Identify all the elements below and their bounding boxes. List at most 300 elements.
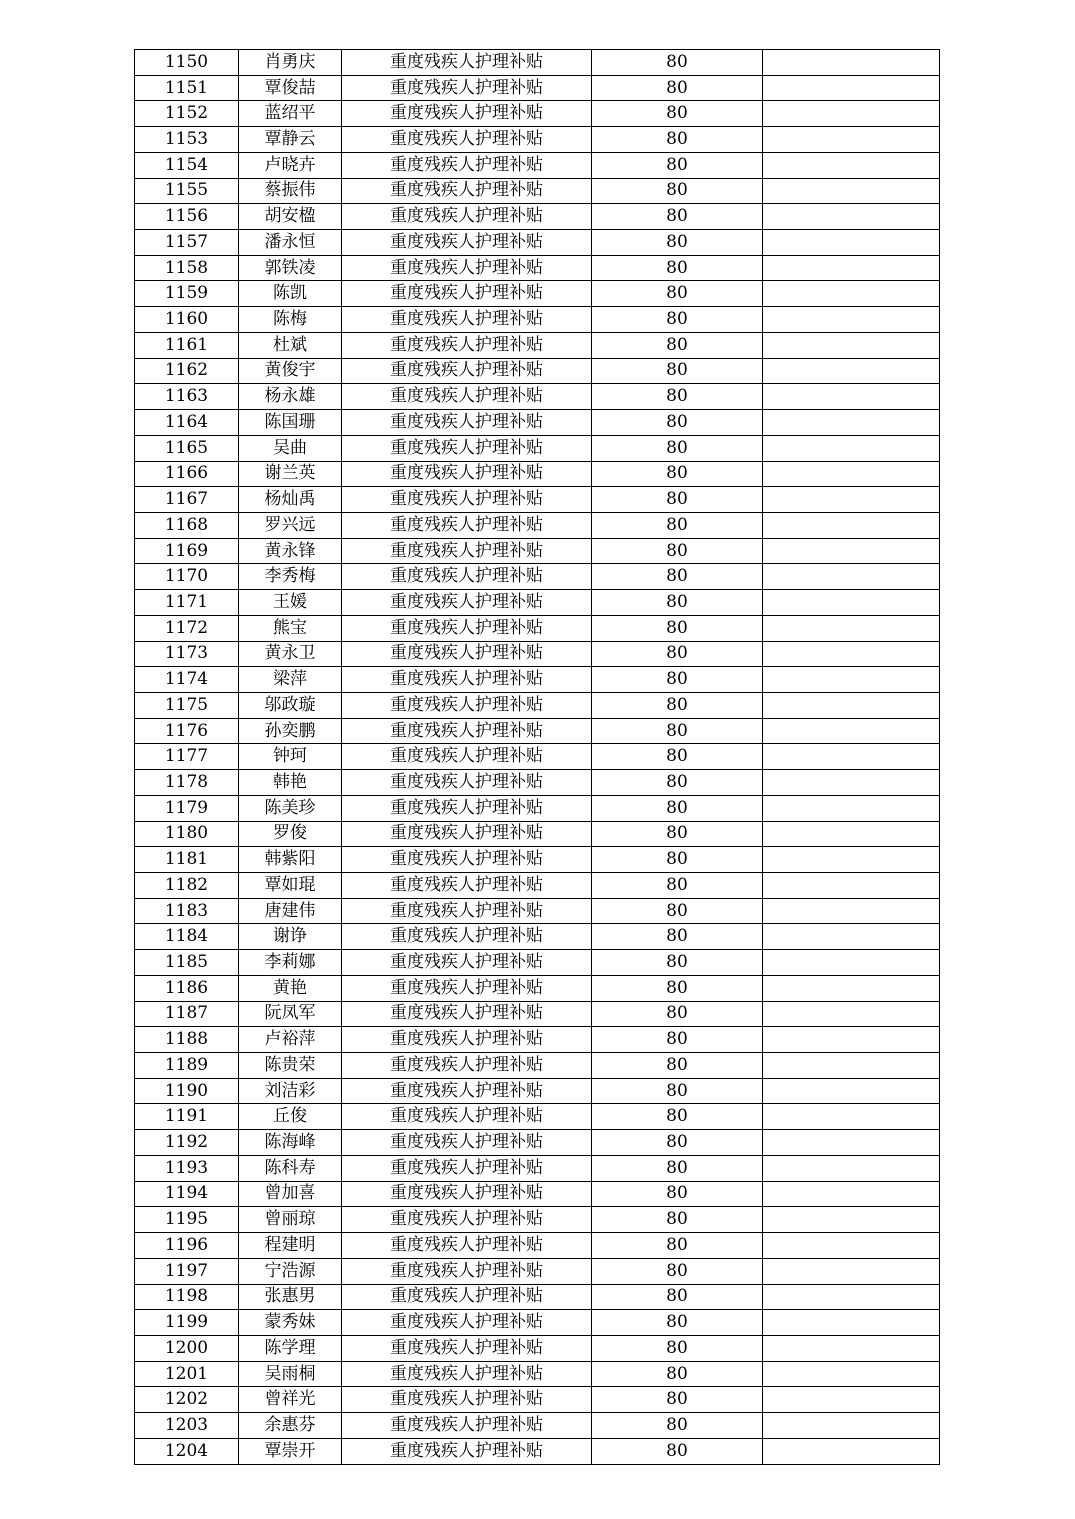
row-number-cell: 1194 xyxy=(135,1181,239,1207)
row-number-cell: 1188 xyxy=(135,1027,239,1053)
row-number-cell: 1176 xyxy=(135,718,239,744)
remark-cell xyxy=(763,898,940,924)
amount-cell: 80 xyxy=(592,795,763,821)
row-number-cell: 1159 xyxy=(135,281,239,307)
recipient-name-cell: 谢诤 xyxy=(239,924,342,950)
subsidy-type-cell: 重度残疾人护理补贴 xyxy=(342,538,592,564)
row-number-cell: 1203 xyxy=(135,1413,239,1439)
row-number-cell: 1192 xyxy=(135,1130,239,1156)
table-row xyxy=(135,667,940,693)
subsidy-type-cell: 重度残疾人护理补贴 xyxy=(342,924,592,950)
table-row xyxy=(135,615,940,641)
table-row xyxy=(135,50,940,76)
row-number-cell: 1175 xyxy=(135,692,239,718)
recipient-name-cell: 覃如琨 xyxy=(239,873,342,899)
row-number-cell: 1177 xyxy=(135,744,239,770)
table-row xyxy=(135,1361,940,1387)
row-number-cell: 1195 xyxy=(135,1207,239,1233)
subsidy-type-cell: 重度残疾人护理补贴 xyxy=(342,1130,592,1156)
amount-cell: 80 xyxy=(592,178,763,204)
recipient-name-cell: 程建明 xyxy=(239,1233,342,1259)
subsidy-type-cell: 重度残疾人护理补贴 xyxy=(342,358,592,384)
amount-cell: 80 xyxy=(592,101,763,127)
recipient-name-cell: 杜斌 xyxy=(239,332,342,358)
row-number-cell: 1201 xyxy=(135,1361,239,1387)
table-row xyxy=(135,924,940,950)
subsidy-type-cell: 重度残疾人护理补贴 xyxy=(342,1233,592,1259)
recipient-name-cell: 蓝绍平 xyxy=(239,101,342,127)
amount-cell: 80 xyxy=(592,873,763,899)
recipient-name-cell: 陈国珊 xyxy=(239,410,342,436)
remark-cell xyxy=(763,564,940,590)
recipient-name-cell: 阮凤军 xyxy=(239,1001,342,1027)
recipient-name-cell: 李秀梅 xyxy=(239,564,342,590)
amount-cell: 80 xyxy=(592,1284,763,1310)
recipient-name-cell: 钟珂 xyxy=(239,744,342,770)
row-number-cell: 1162 xyxy=(135,358,239,384)
table-row xyxy=(135,1233,940,1259)
table-row xyxy=(135,795,940,821)
amount-cell: 80 xyxy=(592,538,763,564)
amount-cell: 80 xyxy=(592,1310,763,1336)
amount-cell: 80 xyxy=(592,307,763,333)
amount-cell: 80 xyxy=(592,847,763,873)
amount-cell: 80 xyxy=(592,1181,763,1207)
amount-cell: 80 xyxy=(592,1130,763,1156)
table-row xyxy=(135,204,940,230)
row-number-cell: 1169 xyxy=(135,538,239,564)
recipient-name-cell: 孙奕鹏 xyxy=(239,718,342,744)
row-number-cell: 1163 xyxy=(135,384,239,410)
subsidy-type-cell: 重度残疾人护理补贴 xyxy=(342,1078,592,1104)
remark-cell xyxy=(763,924,940,950)
amount-cell: 80 xyxy=(592,255,763,281)
row-number-cell: 1189 xyxy=(135,1053,239,1079)
subsidy-type-cell: 重度残疾人护理补贴 xyxy=(342,435,592,461)
recipient-name-cell: 谢兰英 xyxy=(239,461,342,487)
recipient-name-cell: 罗俊 xyxy=(239,821,342,847)
amount-cell: 80 xyxy=(592,821,763,847)
row-number-cell: 1160 xyxy=(135,307,239,333)
amount-cell: 80 xyxy=(592,924,763,950)
remark-cell xyxy=(763,1310,940,1336)
table-row xyxy=(135,1258,940,1284)
table-row xyxy=(135,1207,940,1233)
remark-cell xyxy=(763,1361,940,1387)
amount-cell: 80 xyxy=(592,975,763,1001)
table-row xyxy=(135,718,940,744)
amount-cell: 80 xyxy=(592,615,763,641)
recipient-name-cell: 梁萍 xyxy=(239,667,342,693)
amount-cell: 80 xyxy=(592,950,763,976)
subsidy-type-cell: 重度残疾人护理补贴 xyxy=(342,1361,592,1387)
remark-cell xyxy=(763,384,940,410)
amount-cell: 80 xyxy=(592,1233,763,1259)
recipient-name-cell: 陈凯 xyxy=(239,281,342,307)
amount-cell: 80 xyxy=(592,204,763,230)
remark-cell xyxy=(763,75,940,101)
amount-cell: 80 xyxy=(592,1438,763,1464)
table-row xyxy=(135,1335,940,1361)
remark-cell xyxy=(763,873,940,899)
remark-cell xyxy=(763,615,940,641)
remark-cell xyxy=(763,1027,940,1053)
remark-cell xyxy=(763,178,940,204)
recipient-name-cell: 胡安楹 xyxy=(239,204,342,230)
row-number-cell: 1187 xyxy=(135,1001,239,1027)
amount-cell: 80 xyxy=(592,641,763,667)
remark-cell xyxy=(763,692,940,718)
amount-cell: 80 xyxy=(592,898,763,924)
row-number-cell: 1190 xyxy=(135,1078,239,1104)
row-number-cell: 1186 xyxy=(135,975,239,1001)
row-number-cell: 1156 xyxy=(135,204,239,230)
table-row xyxy=(135,1310,940,1336)
remark-cell xyxy=(763,975,940,1001)
row-number-cell: 1191 xyxy=(135,1104,239,1130)
subsidy-type-cell: 重度残疾人护理补贴 xyxy=(342,410,592,436)
row-number-cell: 1161 xyxy=(135,332,239,358)
recipient-name-cell: 宁浩源 xyxy=(239,1258,342,1284)
table-row xyxy=(135,1438,940,1464)
recipient-name-cell: 李莉娜 xyxy=(239,950,342,976)
row-number-cell: 1204 xyxy=(135,1438,239,1464)
subsidy-type-cell: 重度残疾人护理补贴 xyxy=(342,255,592,281)
table-row xyxy=(135,152,940,178)
recipient-name-cell: 陈美珍 xyxy=(239,795,342,821)
table-row xyxy=(135,101,940,127)
subsidy-type-cell: 重度残疾人护理补贴 xyxy=(342,1155,592,1181)
recipient-name-cell: 覃崇开 xyxy=(239,1438,342,1464)
remark-cell xyxy=(763,770,940,796)
remark-cell xyxy=(763,821,940,847)
recipient-name-cell: 黄俊宇 xyxy=(239,358,342,384)
row-number-cell: 1151 xyxy=(135,75,239,101)
subsidy-type-cell: 重度残疾人护理补贴 xyxy=(342,898,592,924)
row-number-cell: 1183 xyxy=(135,898,239,924)
remark-cell xyxy=(763,950,940,976)
remark-cell xyxy=(763,487,940,513)
subsidy-type-cell: 重度残疾人护理补贴 xyxy=(342,847,592,873)
subsidy-type-cell: 重度残疾人护理补贴 xyxy=(342,152,592,178)
amount-cell: 80 xyxy=(592,1027,763,1053)
table-row xyxy=(135,821,940,847)
row-number-cell: 1184 xyxy=(135,924,239,950)
recipient-name-cell: 曾加喜 xyxy=(239,1181,342,1207)
table-row xyxy=(135,1413,940,1439)
subsidy-type-cell: 重度残疾人护理补贴 xyxy=(342,615,592,641)
table-row xyxy=(135,873,940,899)
row-number-cell: 1170 xyxy=(135,564,239,590)
recipient-name-cell: 王媛 xyxy=(239,590,342,616)
table-row xyxy=(135,75,940,101)
subsidy-type-cell: 重度残疾人护理补贴 xyxy=(342,1387,592,1413)
recipient-name-cell: 肖勇庆 xyxy=(239,50,342,76)
table-row xyxy=(135,538,940,564)
remark-cell xyxy=(763,1001,940,1027)
amount-cell: 80 xyxy=(592,1155,763,1181)
remark-cell xyxy=(763,1258,940,1284)
subsidy-type-cell: 重度残疾人护理补贴 xyxy=(342,718,592,744)
subsidy-type-cell: 重度残疾人护理补贴 xyxy=(342,667,592,693)
subsidy-type-cell: 重度残疾人护理补贴 xyxy=(342,307,592,333)
amount-cell: 80 xyxy=(592,564,763,590)
recipient-name-cell: 韩紫阳 xyxy=(239,847,342,873)
recipient-name-cell: 覃静云 xyxy=(239,127,342,153)
amount-cell: 80 xyxy=(592,1413,763,1439)
subsidy-type-cell: 重度残疾人护理补贴 xyxy=(342,461,592,487)
table-row xyxy=(135,744,940,770)
amount-cell: 80 xyxy=(592,461,763,487)
recipient-name-cell: 罗兴远 xyxy=(239,512,342,538)
remark-cell xyxy=(763,590,940,616)
remark-cell xyxy=(763,795,940,821)
recipient-name-cell: 黄永卫 xyxy=(239,641,342,667)
remark-cell xyxy=(763,744,940,770)
subsidy-type-cell: 重度残疾人护理补贴 xyxy=(342,332,592,358)
row-number-cell: 1196 xyxy=(135,1233,239,1259)
amount-cell: 80 xyxy=(592,127,763,153)
recipient-name-cell: 吴曲 xyxy=(239,435,342,461)
table-row xyxy=(135,1155,940,1181)
recipient-name-cell: 曾丽琼 xyxy=(239,1207,342,1233)
row-number-cell: 1165 xyxy=(135,435,239,461)
remark-cell xyxy=(763,281,940,307)
row-number-cell: 1178 xyxy=(135,770,239,796)
subsidy-type-cell: 重度残疾人护理补贴 xyxy=(342,127,592,153)
row-number-cell: 1153 xyxy=(135,127,239,153)
remark-cell xyxy=(763,204,940,230)
row-number-cell: 1168 xyxy=(135,512,239,538)
remark-cell xyxy=(763,512,940,538)
remark-cell xyxy=(763,718,940,744)
remark-cell xyxy=(763,1207,940,1233)
remark-cell xyxy=(763,1233,940,1259)
table-row xyxy=(135,770,940,796)
remark-cell xyxy=(763,1104,940,1130)
row-number-cell: 1198 xyxy=(135,1284,239,1310)
recipient-name-cell: 陈科寿 xyxy=(239,1155,342,1181)
subsidy-type-cell: 重度残疾人护理补贴 xyxy=(342,384,592,410)
remark-cell xyxy=(763,152,940,178)
subsidy-type-cell: 重度残疾人护理补贴 xyxy=(342,1438,592,1464)
amount-cell: 80 xyxy=(592,1361,763,1387)
amount-cell: 80 xyxy=(592,512,763,538)
recipient-name-cell: 邬政璇 xyxy=(239,692,342,718)
remark-cell xyxy=(763,1284,940,1310)
recipient-name-cell: 覃俊喆 xyxy=(239,75,342,101)
table-row xyxy=(135,410,940,436)
row-number-cell: 1167 xyxy=(135,487,239,513)
amount-cell: 80 xyxy=(592,487,763,513)
table-row xyxy=(135,358,940,384)
row-number-cell: 1154 xyxy=(135,152,239,178)
remark-cell xyxy=(763,1130,940,1156)
table-row xyxy=(135,230,940,256)
subsidy-type-cell: 重度残疾人护理补贴 xyxy=(342,564,592,590)
remark-cell xyxy=(763,1438,940,1464)
subsidy-type-cell: 重度残疾人护理补贴 xyxy=(342,1053,592,1079)
remark-cell xyxy=(763,358,940,384)
row-number-cell: 1172 xyxy=(135,615,239,641)
remark-cell xyxy=(763,1078,940,1104)
recipient-name-cell: 杨灿禹 xyxy=(239,487,342,513)
amount-cell: 80 xyxy=(592,770,763,796)
subsidy-type-cell: 重度残疾人护理补贴 xyxy=(342,744,592,770)
recipient-name-cell: 丘俊 xyxy=(239,1104,342,1130)
subsidy-type-cell: 重度残疾人护理补贴 xyxy=(342,101,592,127)
remark-cell xyxy=(763,307,940,333)
subsidy-type-cell: 重度残疾人护理补贴 xyxy=(342,770,592,796)
subsidy-type-cell: 重度残疾人护理补贴 xyxy=(342,590,592,616)
remark-cell xyxy=(763,255,940,281)
recipient-name-cell: 唐建伟 xyxy=(239,898,342,924)
subsidy-table-body xyxy=(135,50,940,1465)
table-row xyxy=(135,692,940,718)
row-number-cell: 1202 xyxy=(135,1387,239,1413)
amount-cell: 80 xyxy=(592,332,763,358)
subsidy-type-cell: 重度残疾人护理补贴 xyxy=(342,692,592,718)
recipient-name-cell: 陈贵荣 xyxy=(239,1053,342,1079)
row-number-cell: 1171 xyxy=(135,590,239,616)
table-row xyxy=(135,898,940,924)
recipient-name-cell: 卢裕萍 xyxy=(239,1027,342,1053)
recipient-name-cell: 余惠芬 xyxy=(239,1413,342,1439)
table-row xyxy=(135,1078,940,1104)
recipient-name-cell: 曾祥光 xyxy=(239,1387,342,1413)
recipient-name-cell: 韩艳 xyxy=(239,770,342,796)
table-row xyxy=(135,1104,940,1130)
subsidy-type-cell: 重度残疾人护理补贴 xyxy=(342,821,592,847)
subsidy-type-cell: 重度残疾人护理补贴 xyxy=(342,1001,592,1027)
recipient-name-cell: 卢晓卉 xyxy=(239,152,342,178)
table-row xyxy=(135,641,940,667)
recipient-name-cell: 陈梅 xyxy=(239,307,342,333)
subsidy-type-cell: 重度残疾人护理补贴 xyxy=(342,1258,592,1284)
table-row xyxy=(135,512,940,538)
amount-cell: 80 xyxy=(592,1335,763,1361)
remark-cell xyxy=(763,667,940,693)
amount-cell: 80 xyxy=(592,1053,763,1079)
amount-cell: 80 xyxy=(592,358,763,384)
recipient-name-cell: 潘永恒 xyxy=(239,230,342,256)
remark-cell xyxy=(763,127,940,153)
table-row xyxy=(135,975,940,1001)
table-row xyxy=(135,1053,940,1079)
subsidy-type-cell: 重度残疾人护理补贴 xyxy=(342,950,592,976)
remark-cell xyxy=(763,1387,940,1413)
row-number-cell: 1180 xyxy=(135,821,239,847)
remark-cell xyxy=(763,1335,940,1361)
recipient-name-cell: 刘洁彩 xyxy=(239,1078,342,1104)
table-row xyxy=(135,127,940,153)
table-row xyxy=(135,435,940,461)
amount-cell: 80 xyxy=(592,590,763,616)
row-number-cell: 1157 xyxy=(135,230,239,256)
table-row xyxy=(135,1130,940,1156)
subsidy-type-cell: 重度残疾人护理补贴 xyxy=(342,795,592,821)
table-row xyxy=(135,950,940,976)
subsidy-type-cell: 重度残疾人护理补贴 xyxy=(342,178,592,204)
recipient-name-cell: 杨永雄 xyxy=(239,384,342,410)
subsidy-type-cell: 重度残疾人护理补贴 xyxy=(342,1284,592,1310)
subsidy-type-cell: 重度残疾人护理补贴 xyxy=(342,1413,592,1439)
amount-cell: 80 xyxy=(592,692,763,718)
recipient-name-cell: 陈海峰 xyxy=(239,1130,342,1156)
subsidy-type-cell: 重度残疾人护理补贴 xyxy=(342,75,592,101)
amount-cell: 80 xyxy=(592,1207,763,1233)
subsidy-type-cell: 重度残疾人护理补贴 xyxy=(342,230,592,256)
row-number-cell: 1197 xyxy=(135,1258,239,1284)
row-number-cell: 1199 xyxy=(135,1310,239,1336)
subsidy-type-cell: 重度残疾人护理补贴 xyxy=(342,641,592,667)
row-number-cell: 1182 xyxy=(135,873,239,899)
amount-cell: 80 xyxy=(592,75,763,101)
table-row xyxy=(135,281,940,307)
table-row xyxy=(135,1001,940,1027)
table-row xyxy=(135,255,940,281)
row-number-cell: 1174 xyxy=(135,667,239,693)
row-number-cell: 1152 xyxy=(135,101,239,127)
subsidy-type-cell: 重度残疾人护理补贴 xyxy=(342,512,592,538)
remark-cell xyxy=(763,50,940,76)
subsidy-table xyxy=(134,49,940,1465)
remark-cell xyxy=(763,230,940,256)
remark-cell xyxy=(763,1053,940,1079)
table-row xyxy=(135,1027,940,1053)
amount-cell: 80 xyxy=(592,1258,763,1284)
recipient-name-cell: 蔡振伟 xyxy=(239,178,342,204)
remark-cell xyxy=(763,461,940,487)
amount-cell: 80 xyxy=(592,1104,763,1130)
recipient-name-cell: 黄永锋 xyxy=(239,538,342,564)
subsidy-type-cell: 重度残疾人护理补贴 xyxy=(342,1104,592,1130)
amount-cell: 80 xyxy=(592,281,763,307)
amount-cell: 80 xyxy=(592,1387,763,1413)
remark-cell xyxy=(763,435,940,461)
table-row xyxy=(135,384,940,410)
table-row xyxy=(135,1181,940,1207)
subsidy-type-cell: 重度残疾人护理补贴 xyxy=(342,1335,592,1361)
amount-cell: 80 xyxy=(592,744,763,770)
row-number-cell: 1193 xyxy=(135,1155,239,1181)
recipient-name-cell: 熊宝 xyxy=(239,615,342,641)
amount-cell: 80 xyxy=(592,50,763,76)
subsidy-type-cell: 重度残疾人护理补贴 xyxy=(342,1207,592,1233)
table-row xyxy=(135,178,940,204)
subsidy-type-cell: 重度残疾人护理补贴 xyxy=(342,1310,592,1336)
amount-cell: 80 xyxy=(592,152,763,178)
row-number-cell: 1173 xyxy=(135,641,239,667)
remark-cell xyxy=(763,847,940,873)
remark-cell xyxy=(763,101,940,127)
table-row xyxy=(135,461,940,487)
remark-cell xyxy=(763,641,940,667)
subsidy-type-cell: 重度残疾人护理补贴 xyxy=(342,1027,592,1053)
subsidy-type-cell: 重度残疾人护理补贴 xyxy=(342,873,592,899)
row-number-cell: 1200 xyxy=(135,1335,239,1361)
row-number-cell: 1179 xyxy=(135,795,239,821)
table-row xyxy=(135,847,940,873)
row-number-cell: 1185 xyxy=(135,950,239,976)
amount-cell: 80 xyxy=(592,718,763,744)
amount-cell: 80 xyxy=(592,435,763,461)
subsidy-type-cell: 重度残疾人护理补贴 xyxy=(342,1181,592,1207)
amount-cell: 80 xyxy=(592,1001,763,1027)
subsidy-type-cell: 重度残疾人护理补贴 xyxy=(342,281,592,307)
row-number-cell: 1158 xyxy=(135,255,239,281)
row-number-cell: 1150 xyxy=(135,50,239,76)
